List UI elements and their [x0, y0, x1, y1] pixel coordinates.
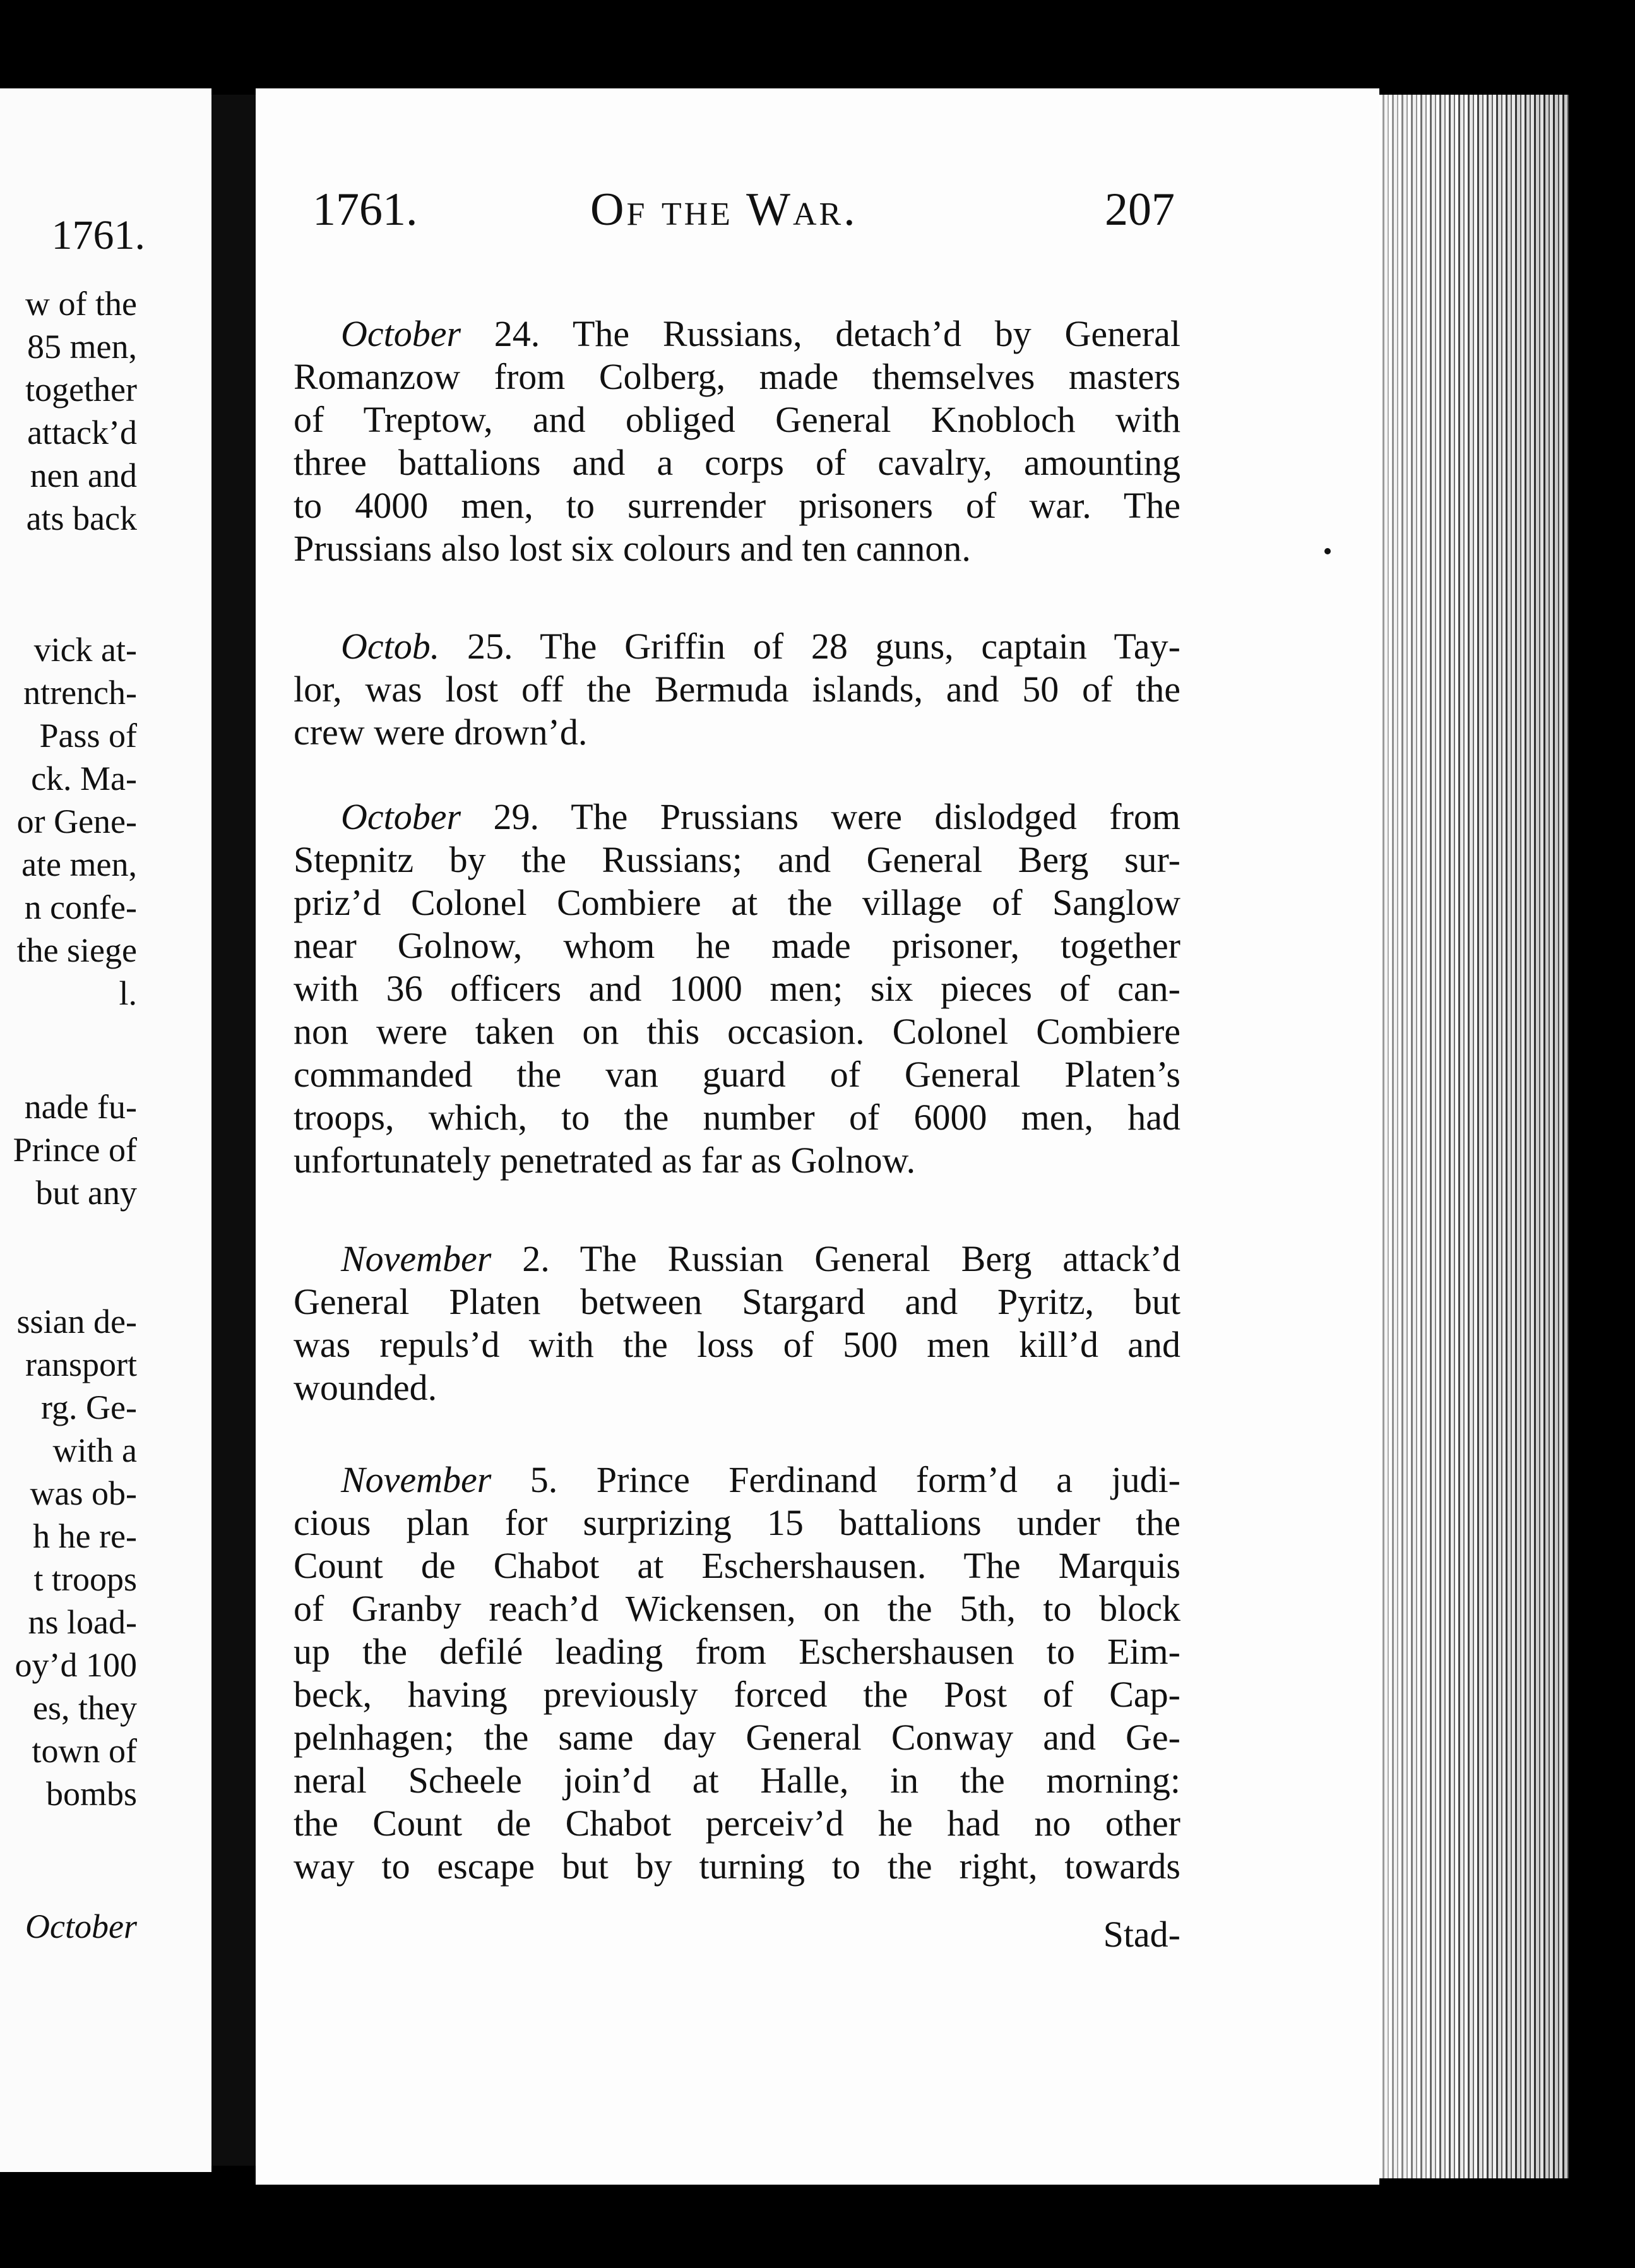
- text-line: beck, having previously forced the Post of Cap-: [294, 1674, 1180, 1715]
- previous-page-line: bombs: [45, 1775, 137, 1813]
- previous-page-line: but any: [35, 1174, 137, 1212]
- previous-page-line: t troops: [33, 1560, 137, 1598]
- previous-page-line: ns load-: [28, 1603, 137, 1641]
- catchword: Stad-: [1103, 1914, 1180, 1955]
- entry-date: November: [341, 1459, 492, 1500]
- previous-page-line: nen and: [30, 457, 137, 494]
- previous-page-line: ck. Ma-: [31, 760, 137, 797]
- previous-page-line: with a: [52, 1431, 137, 1469]
- running-head-year: 1761.: [312, 184, 418, 236]
- ink-speck: [1324, 548, 1331, 554]
- entry-first-line: November 2. The Russian General Berg attack’d: [341, 1238, 1181, 1279]
- previous-page-line: Pass of: [39, 717, 137, 755]
- previous-page-line: was ob-: [30, 1474, 137, 1512]
- text-line: commanded the van guard of General Platen’s: [294, 1054, 1180, 1095]
- text-line: near Golnow, whom he made prisoner, together: [294, 925, 1180, 966]
- previous-page-line: h he re-: [33, 1517, 137, 1555]
- running-head-title: Of the War.: [590, 184, 858, 236]
- text-line: crew were drown’d.: [294, 712, 588, 753]
- previous-page-line: 85 men,: [27, 328, 137, 366]
- previous-page-line: n confe-: [24, 888, 137, 926]
- previous-page-year: 1761.: [51, 212, 145, 258]
- text-line: three battalions and a corps of cavalry, amounting: [294, 442, 1180, 483]
- previous-page-line: ransport: [25, 1346, 137, 1383]
- previous-page-line: or Gene-: [16, 803, 137, 840]
- text-line: neral Scheele join’d at Halle, in the morning:: [294, 1760, 1180, 1801]
- previous-page-line: Prince of: [13, 1131, 137, 1169]
- entry-date: Octob.: [341, 626, 440, 667]
- previous-page-line: vick at-: [33, 631, 137, 669]
- previous-page-catchword: October: [25, 1907, 137, 1945]
- previous-page-line: town of: [32, 1732, 137, 1770]
- text-line: the Count de Chabot perceiv’d he had no other: [294, 1803, 1180, 1844]
- previous-page-line: attack’d: [27, 414, 137, 451]
- previous-page-line: es, they: [33, 1689, 137, 1727]
- text-line: non were taken on this occasion. Colonel Combiere: [294, 1011, 1180, 1052]
- previous-page: [0, 88, 211, 2172]
- entry-date: November: [341, 1238, 492, 1279]
- entry-first-line: November 5. Prince Ferdinand form’d a judi-: [341, 1459, 1180, 1500]
- text-line: troops, which, to the number of 6000 men, had: [294, 1097, 1180, 1138]
- text-line: up the defilé leading from Eschershausen to Eim-: [294, 1631, 1180, 1672]
- previous-page-line: the siege: [16, 931, 137, 969]
- text-line: General Platen between Stargard and Pyritz, but: [294, 1281, 1180, 1322]
- entry-first-line: Octob. 25. The Griffin of 28 guns, captain Tay-: [341, 626, 1180, 667]
- page-number: 207: [1105, 184, 1175, 236]
- text-line: cious plan for surprizing 15 battalions under the: [294, 1502, 1180, 1543]
- entry-date: October: [341, 313, 461, 354]
- text-line: Stepnitz by the Russians; and General Berg sur-: [294, 839, 1180, 880]
- text-line: Prussians also lost six colours and ten cannon.: [294, 528, 971, 569]
- previous-page-line: rg. Ge-: [41, 1388, 137, 1426]
- entry-first-line: October 24. The Russians, detach’d by General: [341, 313, 1180, 354]
- entry-first-line: October 29. The Prussians were dislodged from: [341, 796, 1180, 837]
- text-line: wounded.: [294, 1367, 437, 1408]
- text-line: of Granby reach’d Wickensen, on the 5th, to block: [294, 1588, 1180, 1629]
- previous-page-line: together: [25, 371, 137, 409]
- previous-page-line: oy’d 100: [15, 1646, 137, 1684]
- text-line: to 4000 men, to surrender prisoners of war. The: [294, 485, 1180, 526]
- page-edge: [1379, 95, 1569, 2178]
- text-line: of Treptow, and obliged General Knobloch with: [294, 399, 1180, 440]
- text-line: pelnhagen; the same day General Conway and Ge-: [294, 1717, 1180, 1758]
- previous-page-line: ats back: [26, 499, 137, 537]
- previous-page-line: ssian de-: [16, 1303, 137, 1340]
- previous-page-line: ntrench-: [23, 674, 137, 712]
- text-line: priz’d Colonel Combiere at the village of Sanglow: [294, 882, 1180, 923]
- previous-page-line: w of the: [25, 285, 137, 323]
- text-line: lor, was lost off the Bermuda islands, and 50 of the: [294, 669, 1180, 710]
- text-line: way to escape but by turning to the right, towards: [294, 1846, 1180, 1887]
- text-line: Count de Chabot at Eschershausen. The Marquis: [294, 1545, 1180, 1586]
- text-line: unfortunately penetrated as far as Golnow.: [294, 1140, 916, 1181]
- previous-page-line: l.: [119, 974, 137, 1012]
- text-line: Romanzow from Colberg, made themselves masters: [294, 356, 1180, 397]
- previous-page-line: nade fu-: [24, 1088, 137, 1126]
- text-line: was repuls’d with the loss of 500 men kill’d and: [294, 1324, 1180, 1365]
- entry-date: October: [341, 796, 461, 837]
- text-line: with 36 officers and 1000 men; six pieces of can-: [294, 968, 1180, 1009]
- book-gutter: [211, 95, 256, 2166]
- previous-page-line: ate men,: [21, 845, 137, 883]
